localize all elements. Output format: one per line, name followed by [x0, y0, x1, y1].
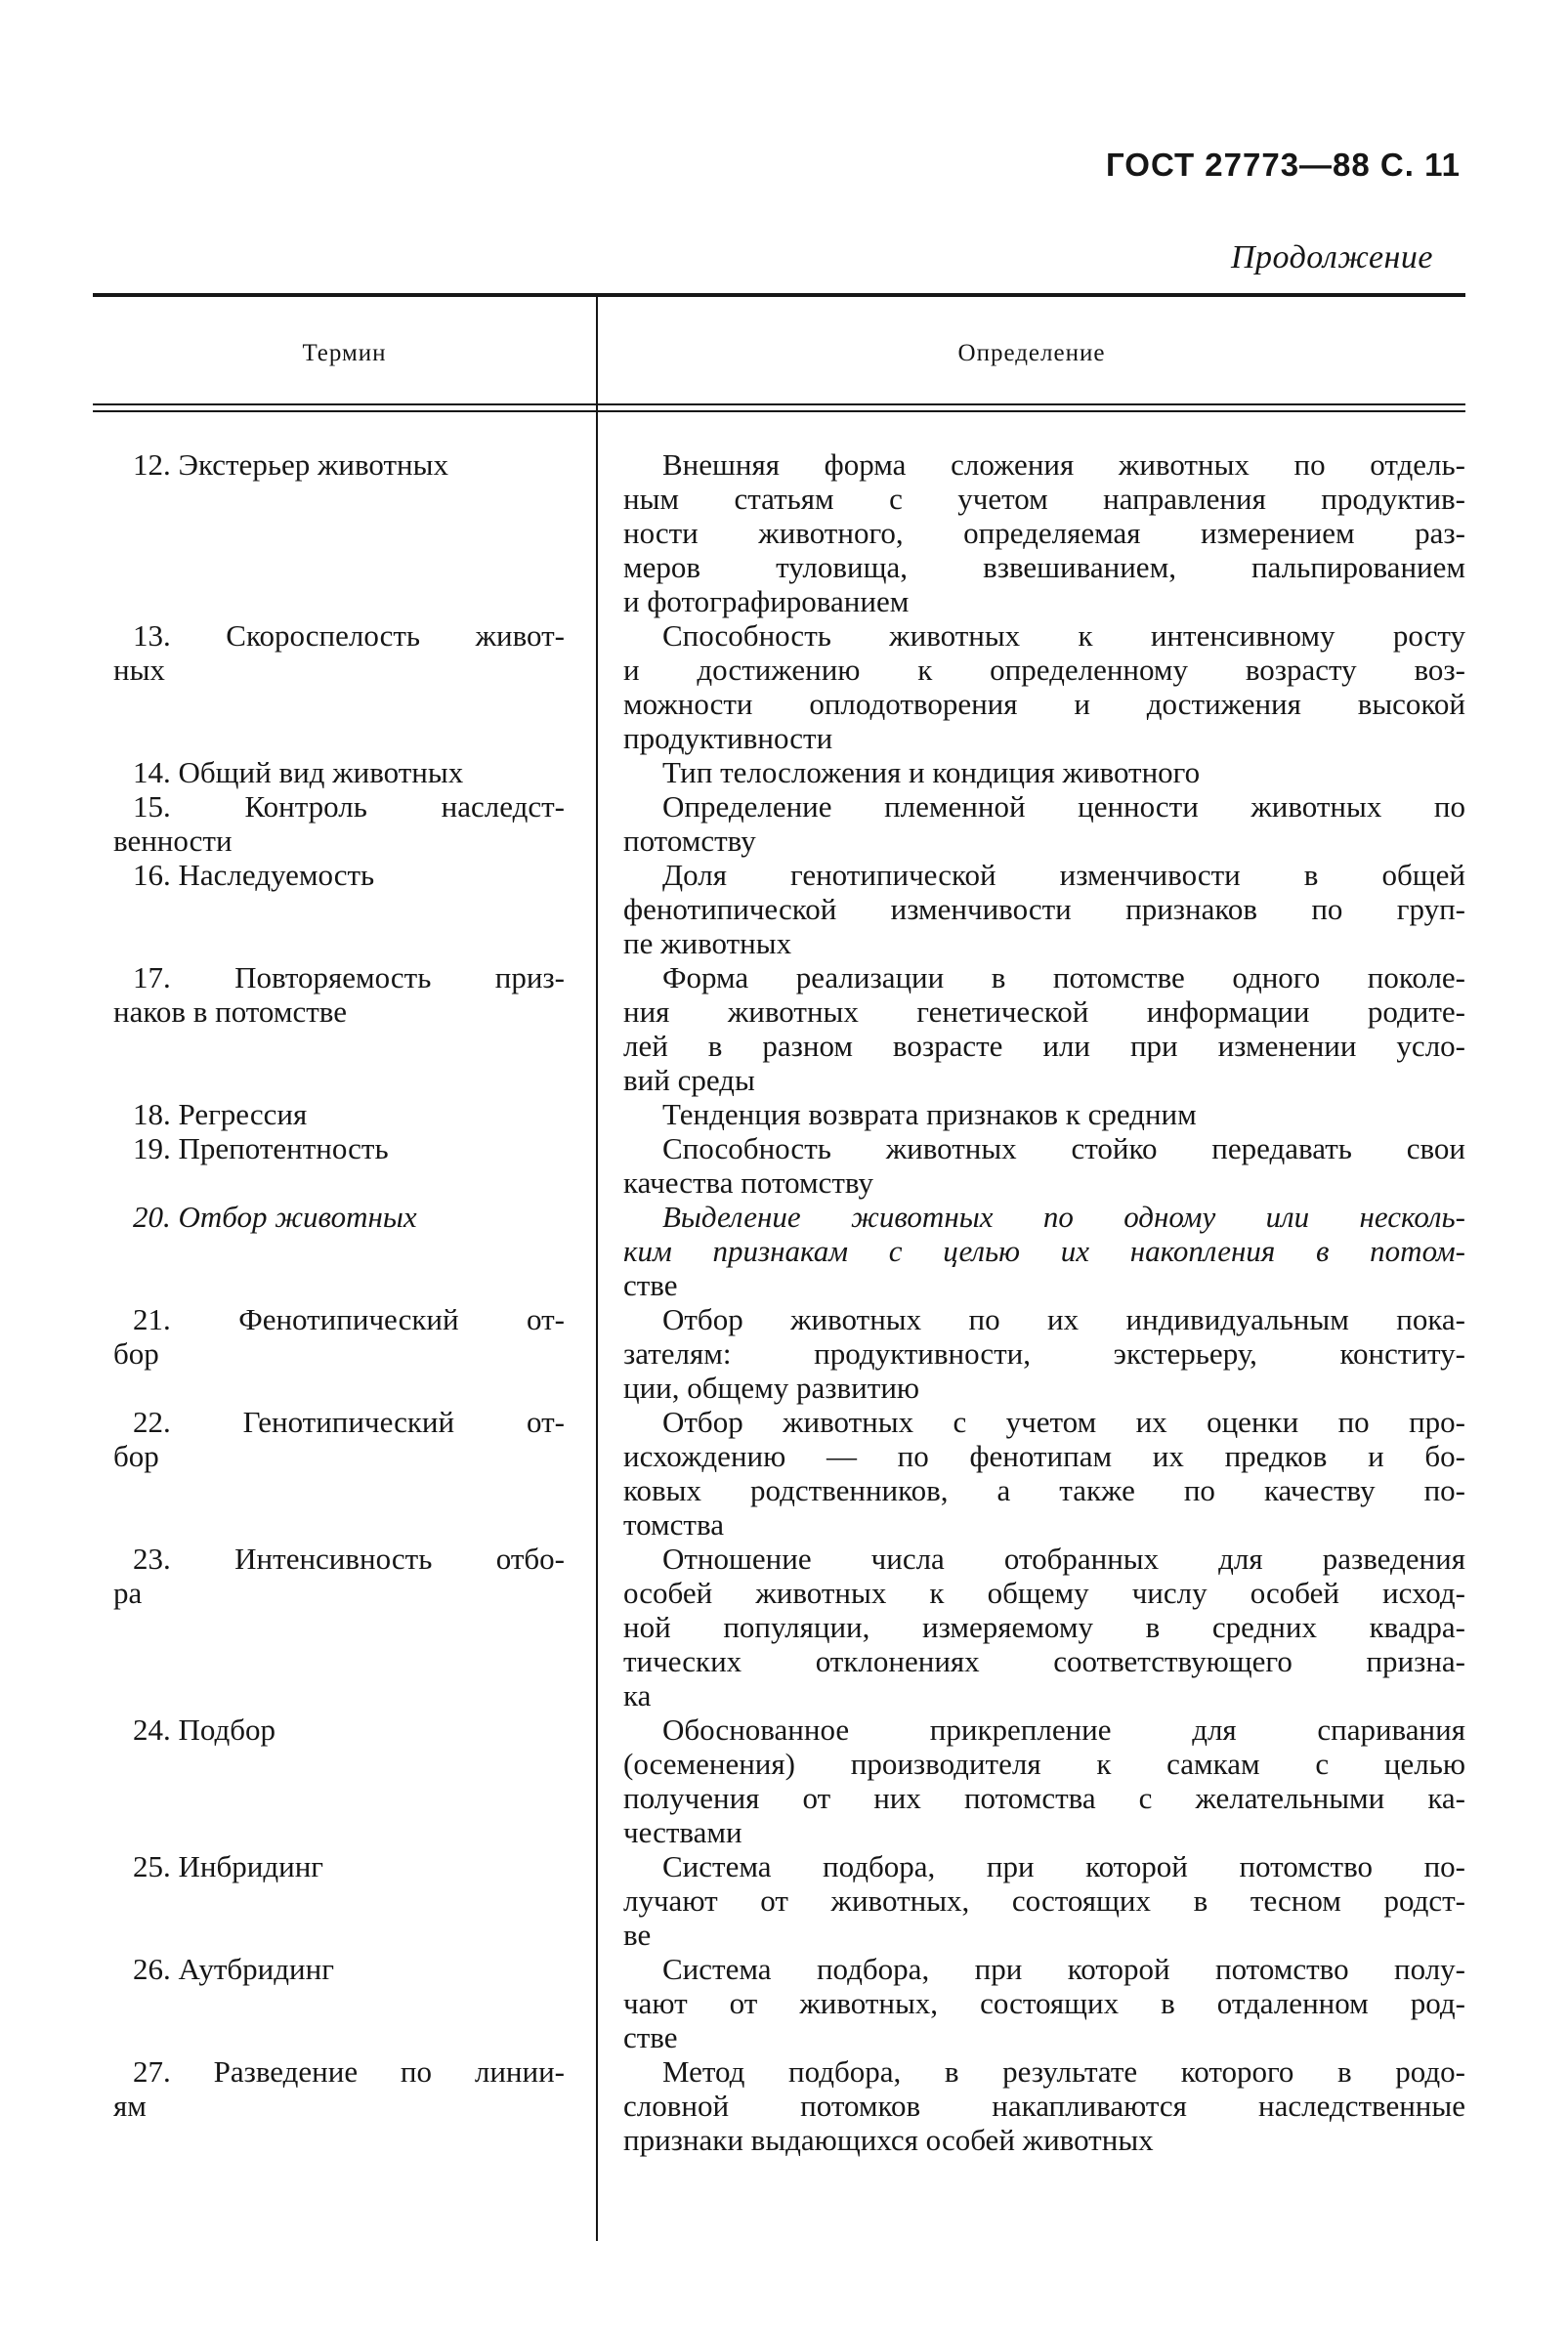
continuation-label: Продолжение	[1230, 239, 1433, 275]
term-cell	[113, 618, 565, 687]
definition-line: Форма реализации в потомстве одного поколе-	[662, 960, 1465, 994]
definition-line: меров туловища, взвешиванием, пальпированием	[623, 550, 1465, 584]
definition-line: ной популяции, измеряемому в средних квадра-	[623, 1610, 1465, 1644]
definition-cell	[623, 1302, 1465, 1405]
definition-cell	[623, 1712, 1465, 1849]
definition-line: зателям: продуктивности, экстерьеру, конститу-	[623, 1336, 1465, 1371]
term-line: 19. Препотентность	[133, 1131, 389, 1165]
column-header-definition: Определение	[957, 340, 1106, 366]
table-row	[0, 1131, 1568, 1200]
definition-line: вий среды	[623, 1063, 755, 1097]
term-line: 13. Скороспелость живот-	[133, 618, 565, 653]
term-line: 22. Генотипический от-	[133, 1405, 565, 1439]
definition-line: можности оплодотворения и достижения высокой	[623, 687, 1465, 721]
table-row	[0, 1952, 1568, 2054]
table-top-rule	[93, 293, 1465, 297]
term-cell	[113, 1542, 565, 1610]
definition-line: словной потомков накапливаются наследственные	[623, 2089, 1465, 2123]
definition-line: Внешняя форма сложения животных по отдель-	[662, 447, 1465, 482]
term-cell	[113, 1097, 565, 1131]
table-row	[0, 2054, 1568, 2157]
term-cell	[113, 447, 565, 482]
definition-cell	[623, 960, 1465, 1097]
term-line: 16. Наследуемость	[133, 858, 375, 892]
definition-line: Тип телосложения и кондиция животного	[662, 755, 1201, 789]
definition-line: чают от животных, состоящих в отдаленном род-	[623, 1986, 1465, 2020]
definition-line: продуктивности	[623, 721, 833, 755]
definition-line: Отбор животных по их индивидуальным пока-	[662, 1302, 1465, 1336]
term-line: 14. Общий вид животных	[133, 755, 464, 789]
definition-cell	[623, 789, 1465, 858]
page-header: ГОСТ 27773—88 С. 11	[1106, 147, 1461, 183]
definition-line: лучают от животных, состоящих в тесном родст-	[623, 1883, 1465, 1918]
definition-cell	[623, 2054, 1465, 2157]
term-line: 24. Подбор	[133, 1712, 276, 1747]
table-row	[0, 789, 1568, 858]
definition-line: ким признакам с целью их накопления в потом-	[623, 1234, 1465, 1268]
definition-cell	[623, 858, 1465, 960]
table-row	[0, 1097, 1568, 1131]
definition-line: Определение племенной ценности животных по	[662, 789, 1465, 824]
term-line: 15. Контроль наследст-	[133, 789, 565, 824]
definition-line: Отбор животных с учетом их оценки по про-	[662, 1405, 1465, 1439]
term-cell	[113, 1131, 565, 1165]
term-line: ям	[113, 2089, 147, 2123]
table-row	[0, 858, 1568, 960]
term-cell	[113, 2054, 565, 2123]
definition-line: признаки выдающихся особей животных	[623, 2123, 1154, 2157]
definition-line: ния животных генетической информации родите-	[623, 994, 1465, 1029]
definition-line: ка	[623, 1678, 652, 1712]
definition-cell	[623, 1405, 1465, 1542]
definition-line: особей животных к общему числу особей исход-	[623, 1576, 1465, 1610]
definition-line: Система подбора, при которой потомство полу-	[662, 1952, 1465, 1986]
term-line: 21. Фенотипический от-	[133, 1302, 565, 1336]
table-row	[0, 755, 1568, 789]
definition-cell	[623, 1200, 1465, 1302]
definition-line: ве	[623, 1918, 652, 1952]
term-cell	[113, 1405, 565, 1473]
table-row	[0, 1200, 1568, 1302]
term-cell	[113, 755, 565, 789]
definition-cell	[623, 447, 1465, 618]
term-line: 26. Аутбридинг	[133, 1952, 334, 1986]
definition-line: Способность животных стойко передавать свои	[662, 1131, 1465, 1165]
definition-line: томства	[623, 1507, 724, 1542]
definition-line: пе животных	[623, 926, 792, 960]
table-header-rule	[93, 403, 1465, 405]
definition-line: тических отклонениях соответствующего призна-	[623, 1644, 1465, 1678]
term-line: бор	[113, 1336, 159, 1371]
definition-cell	[623, 755, 1465, 789]
definition-line: Выделение животных по одному или несколь-	[662, 1200, 1465, 1234]
term-line: бор	[113, 1439, 159, 1473]
term-line: наков в потомстве	[113, 994, 347, 1029]
definition-line: ковых родственников, а также по качеству по-	[623, 1473, 1465, 1507]
definition-cell	[623, 1952, 1465, 2054]
definition-line: Тенденция возврата признаков к средним	[662, 1097, 1197, 1131]
table-row	[0, 618, 1568, 755]
term-cell	[113, 789, 565, 858]
term-line: 12. Экстерьер животных	[133, 447, 448, 482]
definition-cell	[623, 1542, 1465, 1712]
table-header-rule-double	[93, 410, 1465, 412]
table-row	[0, 447, 1568, 618]
term-line: 20. Отбор животных	[133, 1200, 417, 1234]
definition-line: Способность животных к интенсивному росту	[662, 618, 1465, 653]
definition-line: ным статьям с учетом направления продуктив-	[623, 482, 1465, 516]
definition-line: (осеменения) производителя к самкам с целью	[623, 1747, 1465, 1781]
definition-cell	[623, 1097, 1465, 1131]
term-line: 17. Повторяемость приз-	[133, 960, 565, 994]
term-line: ра	[113, 1576, 143, 1610]
term-cell	[113, 1952, 565, 1986]
definition-line: получения от них потомства с желательными ка-	[623, 1781, 1465, 1815]
definition-line: лей в разном возрасте или при изменении усло-	[623, 1029, 1465, 1063]
definition-line: Обоснованное прикрепление для спаривания	[662, 1712, 1465, 1747]
table-row	[0, 1849, 1568, 1952]
column-header-term: Термин	[302, 340, 387, 366]
definition-line: исхождению — по фенотипам их предков и бо-	[623, 1439, 1465, 1473]
definition-line: Отношение числа отобранных для разведения	[662, 1542, 1465, 1576]
definition-line: фенотипической изменчивости признаков по груп-	[623, 892, 1465, 926]
table-row	[0, 1405, 1568, 1542]
definition-line: стве	[623, 1268, 678, 1302]
term-line: ных	[113, 653, 165, 687]
table-row	[0, 1712, 1568, 1849]
definition-cell	[623, 1849, 1465, 1952]
definition-cell	[623, 618, 1465, 755]
term-line: 25. Инбридинг	[133, 1849, 324, 1883]
terms-table-body	[0, 447, 1568, 2157]
term-cell	[113, 1302, 565, 1371]
definition-line: потомству	[623, 824, 756, 858]
definition-line: и достижению к определенному возрасту воз-	[623, 653, 1465, 687]
definition-line: ности животного, определяемая измерением раз-	[623, 516, 1465, 550]
definition-line: Метод подбора, в результате которого в родо-	[662, 2054, 1465, 2089]
term-line: 27. Разведение по линии-	[133, 2054, 565, 2089]
definition-line: Доля генотипической изменчивости в общей	[662, 858, 1465, 892]
definition-line: и фотографированием	[623, 584, 910, 618]
term-cell	[113, 1849, 565, 1883]
definition-line: Система подбора, при которой потомство по-	[662, 1849, 1465, 1883]
definition-line: стве	[623, 2020, 678, 2054]
term-line: венности	[113, 824, 233, 858]
term-line: 23. Интенсивность отбо-	[133, 1542, 565, 1576]
term-cell	[113, 1712, 565, 1747]
term-line: 18. Регрессия	[133, 1097, 308, 1131]
term-cell	[113, 1200, 565, 1234]
table-row	[0, 1302, 1568, 1405]
term-cell	[113, 858, 565, 892]
definition-line: ции, общему развитию	[623, 1371, 920, 1405]
term-cell	[113, 960, 565, 1029]
definition-cell	[623, 1131, 1465, 1200]
table-row	[0, 1542, 1568, 1712]
table-row	[0, 960, 1568, 1097]
definition-line: качества потомству	[623, 1165, 874, 1200]
definition-line: чествами	[623, 1815, 742, 1849]
